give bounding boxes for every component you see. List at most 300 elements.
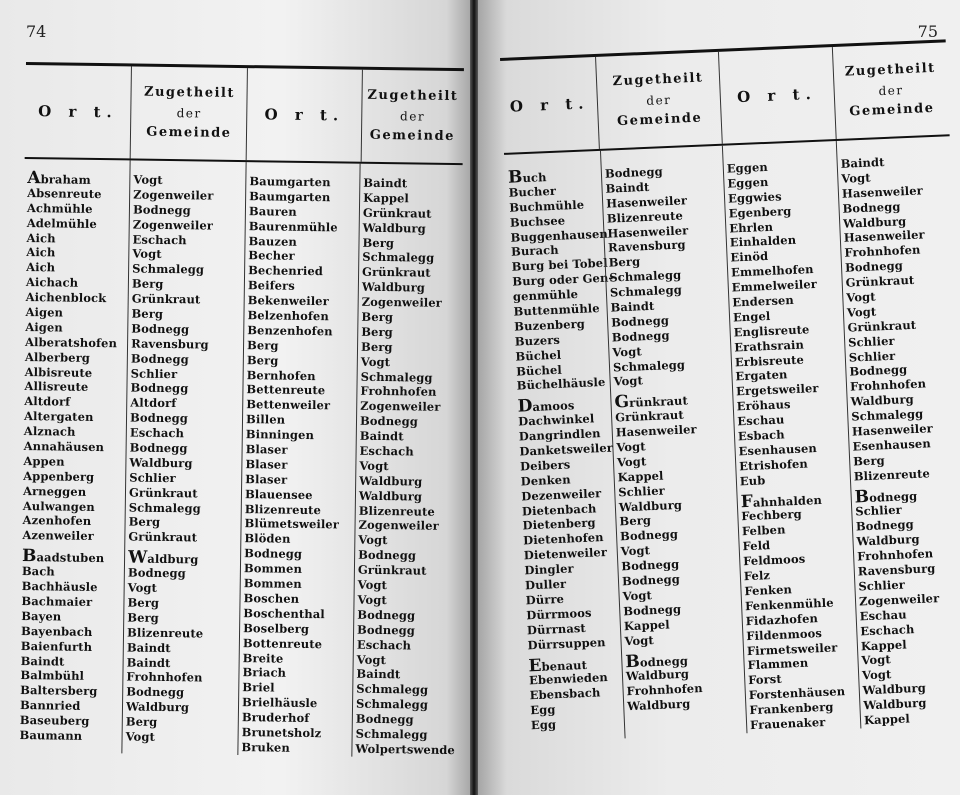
table-cell: Blaser: [245, 457, 288, 472]
table-cell: Frauenaker: [749, 714, 826, 733]
column-municipalities: [121, 160, 245, 754]
table-cell: Bommen: [243, 561, 303, 577]
table-cell: Buchsee: [509, 213, 566, 230]
table-cell: Briach: [242, 665, 287, 681]
table-cell: Waldburg: [625, 667, 690, 684]
table-cell: Baindt: [126, 640, 171, 655]
table-cell: Absenreute: [27, 185, 102, 201]
table-cell: Fechberg: [741, 507, 803, 524]
table-cell: Zogenweiler: [858, 590, 940, 609]
table-cell: Dietenweiler: [523, 545, 608, 563]
table-cell: Schmalegg: [355, 696, 429, 712]
table-cell: Vogt: [612, 344, 642, 360]
table-cell: Allisreute: [24, 379, 89, 395]
table-cell: Feldmoos: [742, 551, 806, 569]
table-cell: Bruderhof: [241, 710, 310, 726]
table-cell: Forstenhäusen: [748, 684, 846, 703]
table-cell: Schlier: [617, 483, 666, 500]
table-cell: Vogt: [613, 373, 644, 389]
table-cell: Flammen: [747, 656, 809, 673]
table-cell: Egg: [530, 702, 556, 718]
table-cell: Bernhofen: [246, 367, 316, 383]
table-cell: Vogt: [357, 577, 388, 593]
table-cell: Bodnegg: [130, 351, 189, 366]
table-cell: Bodnegg: [855, 517, 915, 534]
left-page: [0, 0, 470, 795]
table-cell: Vogt: [358, 533, 388, 548]
table-cell: Aigen: [25, 319, 63, 335]
table-cell: Bodnegg: [624, 651, 689, 672]
table-cell: Frohnhofen: [849, 376, 927, 394]
table-cell: Bettenreute: [246, 382, 326, 398]
table-cell: Einöd: [730, 249, 769, 265]
table-cell: Deibers: [519, 457, 571, 474]
table-cell: Bodnegg: [357, 607, 416, 623]
table-cell: Grünkraut: [614, 392, 689, 413]
table-cell: Esbach: [737, 427, 785, 444]
column-places: [16, 159, 129, 753]
table-cell: Frohnhofen: [856, 546, 934, 564]
table-cell: Frohnhofen: [360, 384, 437, 400]
table-cell: Baadstuben: [21, 546, 105, 567]
table-cell: Zogenweiler: [361, 294, 442, 310]
table-cell: Zogenweiler: [132, 217, 214, 233]
table-cell: Eschach: [129, 425, 185, 441]
table-cell: Eggen: [727, 174, 769, 191]
table-cell: Englisreute: [733, 322, 810, 340]
table-cell: Danketsweiler: [519, 440, 614, 459]
table-cell: Blaser: [245, 471, 288, 487]
table-cell: Grünkraut: [847, 317, 917, 335]
table-cell: Berg: [125, 714, 158, 729]
left-table-header: [25, 65, 464, 163]
table-cell: Bannried: [19, 698, 81, 713]
table-cell: Baindt: [20, 653, 65, 669]
table-cell: Bodnegg: [129, 440, 188, 456]
table-cell: Grünkraut: [845, 272, 915, 290]
header-zugetheilt: Zugetheilt der Gemeinde: [360, 70, 464, 163]
table-cell: Balmbühl: [20, 668, 85, 684]
table-cell: Baumann: [19, 727, 83, 743]
table-cell: Dachwinkel: [517, 411, 595, 429]
table-cell: Büchelhäusle: [516, 375, 606, 394]
table-cell: Erathsrain: [733, 337, 805, 355]
header-ort: O r t.: [246, 68, 361, 162]
header-ort: O r t.: [717, 47, 835, 144]
table-cell: Bodnegg: [611, 327, 670, 345]
table-cell: Berg: [246, 352, 279, 368]
table-cell: Berg: [131, 306, 164, 321]
table-cell: Becher: [248, 248, 295, 264]
table-cell: Grünkraut: [131, 291, 201, 307]
table-cell: Bekenweiler: [247, 293, 329, 309]
table-cell: Ravensburg: [607, 237, 686, 256]
table-cell: Baurenmühle: [248, 218, 338, 235]
table-cell: Waldburg: [362, 220, 426, 236]
table-cell: Bruken: [241, 739, 290, 755]
table-cell: Berg: [127, 610, 159, 625]
table-cell: Hasenweiler: [841, 183, 924, 201]
table-cell: Benzenhofen: [247, 323, 333, 339]
table-cell: Bodnegg: [358, 547, 417, 563]
table-cell: Blizenreute: [358, 503, 436, 519]
table-cell: Bodnegg: [357, 622, 416, 638]
table-cell: Azenweiler: [22, 528, 94, 544]
table-cell: Eschau: [737, 412, 785, 429]
table-cell: Dietenhofen: [522, 530, 604, 548]
table-cell: Schlier: [130, 366, 178, 381]
table-cell: Bodnegg: [359, 413, 419, 429]
table-cell: Vogt: [357, 592, 387, 608]
table-cell: Binningen: [245, 427, 315, 443]
table-cell: Blümetsweiler: [244, 516, 340, 532]
table-cell: Bodnegg: [610, 313, 670, 330]
table-cell: Bachmaier: [21, 593, 93, 609]
table-cell: Aich: [26, 245, 56, 260]
table-cell: Waldburg: [129, 455, 193, 471]
table-cell: Vogt: [861, 652, 892, 668]
table-cell: Aich: [26, 230, 56, 245]
table-cell: Vogt: [846, 289, 876, 305]
table-cell: Bach: [21, 564, 55, 579]
table-cell: Berg: [362, 235, 395, 250]
table-cell: Baltersberg: [20, 683, 98, 699]
table-cell: Kappel: [863, 711, 911, 728]
table-cell: Vogt: [133, 172, 163, 187]
table-cell: Bodnegg: [842, 199, 901, 216]
header-ort: O r t.: [38, 102, 118, 122]
table-cell: Bauren: [248, 203, 297, 219]
table-cell: Schmalegg: [355, 726, 428, 742]
table-cell: Vogt: [624, 632, 655, 648]
table-cell: Schmalegg: [609, 267, 682, 285]
table-cell: Baienfurth: [20, 638, 93, 654]
table-cell: Hasenweiler: [843, 227, 925, 246]
table-cell: Waldburg: [842, 213, 907, 231]
table-cell: Eschach: [859, 621, 915, 639]
table-cell: Eub: [739, 472, 766, 489]
table-cell: Bechenried: [248, 263, 324, 279]
table-cell: Adelmühle: [26, 215, 97, 231]
table-cell: Belzenhofen: [247, 308, 329, 324]
table-cell: Berg: [360, 339, 393, 354]
table-cell: Bodnegg: [604, 164, 664, 181]
table-cell: Baumgarten: [249, 189, 331, 205]
table-cell: Hasenweiler: [615, 422, 697, 440]
table-cell: Schlier: [847, 333, 895, 350]
table-cell: Duller: [524, 576, 567, 593]
table-cell: Eschau: [859, 607, 907, 624]
table-cell: Waldburg: [862, 680, 927, 698]
table-cell: Buttenmühle: [513, 301, 600, 319]
table-cell: Hasenweiler: [607, 222, 689, 241]
table-cell: Baindt: [363, 175, 408, 191]
table-cell: Buzenberg: [513, 316, 586, 334]
table-cell: Fildenmoos: [746, 625, 823, 643]
table-cell: Bauzen: [248, 233, 297, 249]
table-cell: Waldburg: [358, 488, 423, 504]
table-cell: Vogt: [359, 458, 389, 474]
table-cell: Vogt: [861, 667, 892, 683]
table-cell: Berg: [128, 514, 161, 530]
table-cell: Eschach: [356, 637, 412, 653]
table-cell: Blöden: [244, 531, 291, 547]
table-cell: Dürrnast: [526, 620, 587, 638]
table-cell: Kappel: [860, 636, 907, 653]
table-cell: Frohnhofen: [844, 242, 921, 261]
page-number-right: 75: [917, 22, 938, 41]
table-cell: Burach: [510, 243, 559, 260]
table-cell: Eschach: [132, 232, 187, 247]
table-cell: Bodnegg: [131, 321, 190, 337]
table-cell: Emmelhofen: [730, 262, 814, 280]
table-cell: Schmalegg: [356, 681, 429, 697]
table-cell: Zogenweiler: [358, 518, 439, 534]
table-cell: Schmalegg: [128, 500, 201, 516]
table-cell: Fidazhofen: [745, 610, 819, 628]
table-cell: Zogenweiler: [133, 187, 214, 203]
table-cell: Annahäusen: [23, 439, 105, 455]
table-cell: Schmalegg: [132, 261, 205, 277]
table-cell: Dangrindlen: [518, 426, 601, 444]
table-cell: Boschen: [243, 591, 300, 606]
table-cell: Waldburg: [863, 695, 927, 713]
table-cell: Schmalegg: [362, 250, 435, 266]
column-municipalities: [351, 164, 462, 758]
table-cell: Aichach: [25, 275, 79, 290]
table-cell: Hasenweiler: [851, 421, 934, 439]
table-cell: Ravensburg: [857, 561, 936, 579]
table-cell: Bucher: [508, 183, 557, 200]
table-cell: Vogt: [841, 170, 871, 186]
table-cell: Esenhausen: [738, 441, 818, 459]
table-cell: Baseuberg: [19, 713, 90, 729]
table-cell: Fenkenmühle: [744, 595, 834, 614]
table-cell: Burg bei Tobel: [511, 256, 608, 275]
right-table-header: [500, 42, 949, 153]
table-cell: Azenhofen: [22, 513, 92, 529]
table-cell: Dietenberg: [522, 515, 596, 533]
table-cell: Felz: [743, 568, 771, 584]
table-cell: Baindt: [610, 298, 655, 315]
table-cell: Bodnegg: [355, 711, 414, 727]
table-cell: Schlier: [858, 577, 906, 594]
table-cell: Brunetsholz: [241, 725, 322, 741]
table-cell: Fenken: [744, 582, 793, 599]
table-cell: Damoos: [517, 396, 575, 417]
table-cell: Vogt: [846, 304, 877, 320]
table-cell: Schlier: [848, 348, 896, 365]
table-cell: Waldburg: [850, 392, 915, 409]
table-cell: Blizenreute: [606, 208, 684, 226]
table-cell: Schmalegg: [360, 369, 433, 385]
table-cell: Bachhäusle: [21, 579, 98, 595]
table-cell: Bommen: [243, 576, 302, 591]
table-cell: Erbisreute: [734, 352, 805, 370]
table-cell: Schlier: [854, 503, 903, 519]
table-cell: Berg: [852, 453, 885, 469]
table-cell: Blizenreute: [126, 625, 204, 641]
table-cell: Bodnegg: [130, 380, 189, 396]
table-cell: Baindt: [359, 428, 404, 444]
table-cell: Frohnhofen: [626, 681, 703, 699]
table-cell: Boschenthal: [243, 605, 325, 622]
table-cell: Buch: [507, 167, 547, 188]
table-cell: Bodnegg: [619, 527, 679, 544]
table-cell: Ebensbach: [529, 685, 601, 703]
table-cell: Waldburg: [361, 279, 426, 295]
table-cell: Hasenweiler: [605, 193, 688, 211]
table-cell: Schlier: [129, 470, 176, 485]
table-cell: Forst: [747, 672, 783, 688]
table-cell: Einhalden: [729, 233, 797, 250]
table-cell: Bayenbach: [20, 623, 93, 639]
table-cell: Büchel: [515, 347, 562, 364]
table-cell: Ravensburg: [131, 336, 209, 352]
table-cell: Vogt: [132, 246, 162, 262]
table-cell: Eggen: [726, 159, 769, 176]
table-cell: Frohnhofen: [126, 669, 203, 685]
table-cell: Bodnegg: [621, 571, 681, 589]
table-cell: Blaser: [245, 442, 288, 457]
table-cell: Bodnegg: [622, 601, 682, 619]
table-cell: Alberatshofen: [24, 334, 118, 351]
header-zugetheilt: Zugetheilt der Gemeinde: [595, 52, 721, 149]
table-cell: Altdorf: [130, 395, 177, 411]
table-cell: Dezenweiler: [521, 485, 602, 504]
table-cell: Ebenwieden: [528, 670, 609, 688]
table-cell: Dürrsuppen: [527, 634, 606, 652]
table-cell: Bodnegg: [844, 258, 904, 275]
table-cell: Beifers: [247, 278, 295, 294]
table-cell: Buggenhausen: [510, 226, 609, 245]
table-cell: Fahnhalden: [740, 491, 823, 512]
table-cell: Briel: [242, 680, 275, 695]
table-cell: Ergaten: [735, 367, 788, 384]
table-cell: Egg: [530, 717, 557, 733]
table-cell: Buchmühle: [508, 197, 585, 215]
table-cell: Bodnegg: [129, 410, 189, 426]
table-cell: Berg: [361, 309, 394, 325]
table-cell: Bodnegg: [244, 546, 303, 562]
table-cell: Baindt: [356, 667, 401, 682]
table-cell: Appenberg: [23, 468, 95, 484]
table-cell: Vogt: [356, 652, 387, 667]
table-cell: Emmelweiler: [731, 277, 818, 295]
table-cell: Aigen: [25, 305, 64, 320]
table-cell: Waldburg: [856, 532, 920, 549]
table-cell: Zogenweiler: [360, 399, 441, 415]
table-cell: Feld: [742, 538, 771, 554]
table-cell: Eggwies: [727, 189, 782, 206]
table-cell: Vogt: [125, 729, 156, 744]
table-cell: Wolpertswende: [355, 741, 456, 757]
table-cell: Grünkraut: [614, 407, 685, 425]
table-cell: Vogt: [127, 580, 158, 595]
table-cell: Kappel: [617, 468, 664, 485]
table-cell: Bodnegg: [621, 557, 680, 574]
table-cell: Waldburg: [359, 473, 423, 489]
table-cell: Felben: [741, 522, 786, 539]
table-cell: Appen: [23, 453, 65, 469]
page-number-left: 74: [26, 22, 47, 41]
table-cell: Buzers: [514, 332, 561, 349]
table-cell: Berg: [131, 276, 164, 292]
table-cell: Abraham: [27, 168, 91, 189]
header-ort: O r t.: [509, 94, 590, 116]
table-cell: Alberberg: [24, 349, 91, 365]
table-cell: Kappel: [363, 190, 410, 206]
table-cell: Baindt: [126, 654, 171, 670]
table-cell: Brielhäusle: [241, 695, 318, 711]
table-cell: Schmalegg: [609, 282, 683, 300]
table-cell: Engel: [732, 308, 771, 325]
table-cell: Waldburg: [618, 497, 683, 515]
table-cell: Aichenblock: [25, 290, 107, 306]
table-cell: Büchel: [515, 362, 563, 379]
table-cell: Bayen: [21, 608, 62, 624]
table-cell: Berg: [361, 324, 393, 340]
header-zugetheilt: Zugetheilt der Gemeinde: [130, 66, 247, 160]
table-cell: Frankenberg: [749, 699, 834, 718]
table-cell: Ehrlen: [728, 219, 774, 236]
table-cell: Arneggen: [22, 483, 87, 499]
table-cell: Dietenbach: [521, 500, 597, 519]
table-cell: Berg: [246, 337, 279, 353]
table-cell: Bodnegg: [849, 362, 908, 380]
table-cell: Grünkraut: [362, 265, 431, 281]
table-cell: Grünkraut: [362, 205, 432, 221]
table-cell: Etrishofen: [738, 456, 809, 474]
table-cell: Aulwangen: [22, 498, 95, 514]
table-cell: Burg oder Gen-: [512, 270, 614, 289]
table-cell: Schmalegg: [851, 406, 924, 424]
table-cell: Bottenreute: [242, 635, 323, 651]
table-cell: Vogt: [616, 454, 647, 470]
table-cell: Achmühle: [26, 200, 93, 216]
table-cell: Boselberg: [243, 620, 310, 636]
table-cell: Esenhausen: [852, 436, 932, 454]
header-zugetheilt: Zugetheilt der Gemeinde: [832, 42, 950, 139]
table-cell: Bodnegg: [126, 684, 185, 700]
table-cell: Baindt: [605, 179, 650, 196]
right-page: [478, 0, 960, 795]
table-cell: Vogt: [616, 439, 646, 455]
table-cell: Dürrmoos: [526, 605, 592, 623]
table-cell: Dürre: [525, 591, 565, 608]
table-cell: Bodnegg: [854, 486, 918, 508]
table-cell: Grünkraut: [128, 485, 198, 501]
book-gutter: [470, 0, 478, 795]
table-cell: genmühle: [512, 287, 579, 304]
left-table: [16, 62, 464, 758]
column-municipalities: [600, 146, 746, 738]
table-cell: Endersen: [732, 292, 795, 310]
table-cell: Egenberg: [728, 203, 792, 221]
table-cell: Blizenreute: [244, 501, 322, 517]
table-cell: Aich: [26, 260, 56, 275]
table-cell: Bodnegg: [127, 565, 186, 581]
table-cell: Schmalegg: [612, 357, 686, 375]
table-cell: Berg: [127, 595, 160, 610]
table-cell: Kappel: [623, 617, 670, 634]
table-cell: Firmetsweiler: [746, 639, 838, 658]
table-cell: Berg: [619, 513, 652, 529]
table-cell: Alznach: [23, 424, 76, 439]
table-cell: Waldburg: [125, 699, 190, 715]
table-cell: Altergaten: [23, 409, 94, 425]
table-cell: Dingler: [524, 561, 574, 578]
